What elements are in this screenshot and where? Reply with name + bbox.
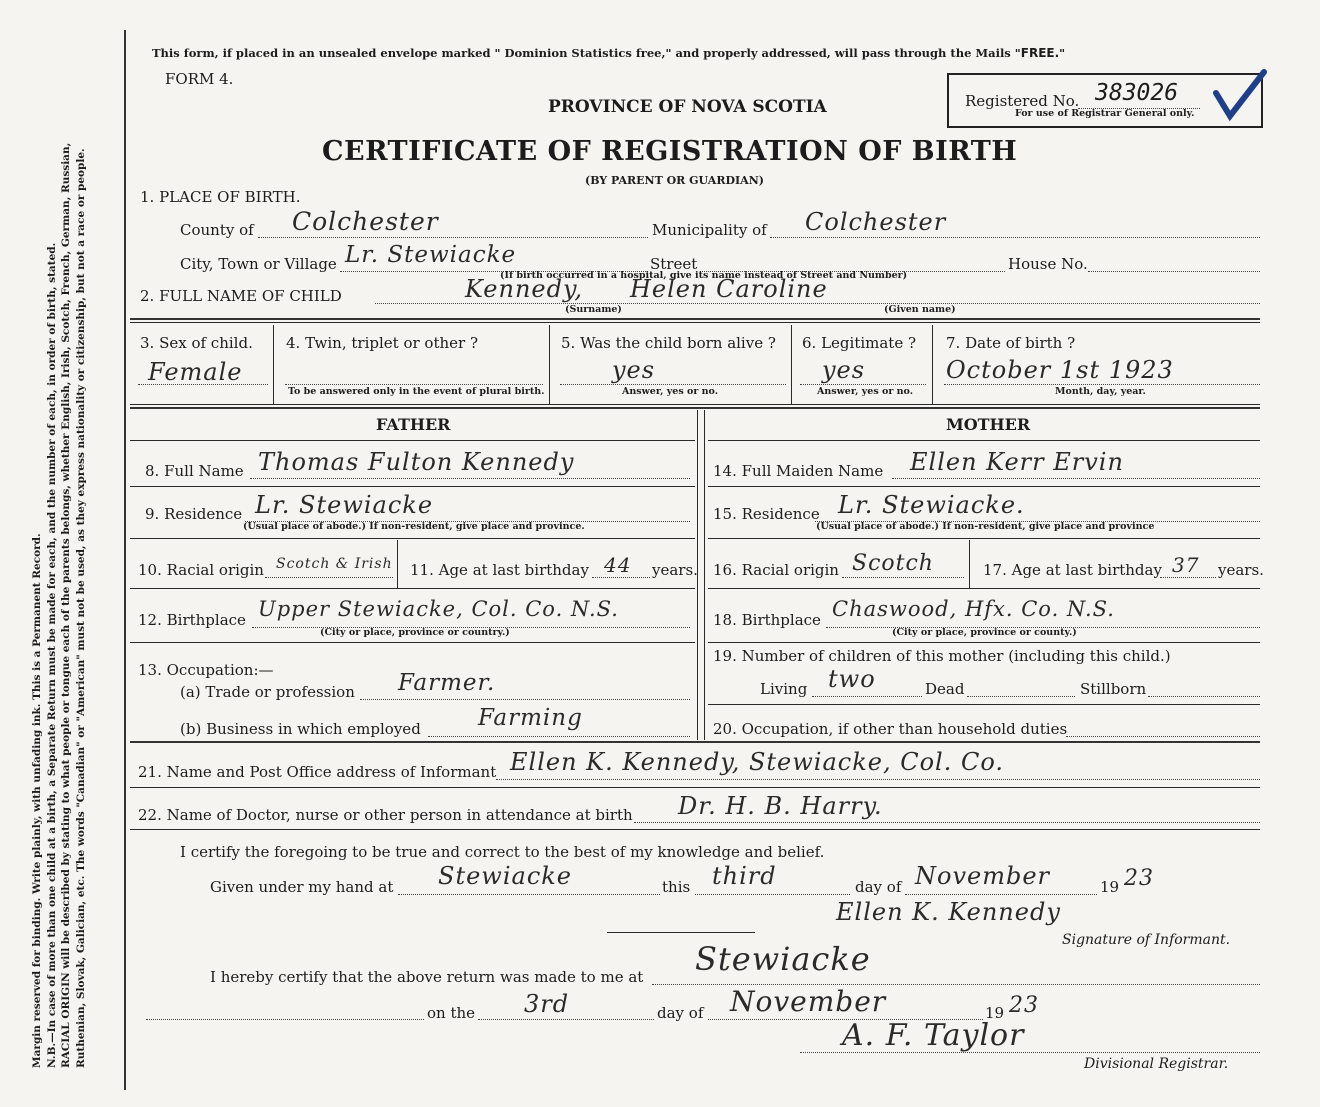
father-racial-label: 10. Racial origin (138, 561, 264, 579)
father-racial-value: Scotch & Irish (276, 556, 393, 572)
child-given-value: Helen Caroline (630, 275, 828, 303)
margin-line: N.B.—In case of more than one child at a birth, a Separate Return must be made for each, and the number of each, in order of birth, stated. (45, 242, 58, 1068)
child-name-label: 2. FULL NAME OF CHILD (140, 287, 342, 305)
father-age-unit: years. (652, 561, 698, 579)
hospital-note: (If birth occurred in a hospital, give its name instead of Street and Number) (500, 270, 908, 281)
month-value: November (915, 862, 1051, 890)
mother-heading: MOTHER (946, 415, 1031, 434)
certification-statement: I certify the foregoing to be true and correct to the best of my knowledge and belief. (180, 843, 825, 861)
legitimate-value: yes (822, 356, 866, 384)
form-number: FORM 4. (165, 70, 234, 88)
county-value: Colchester (292, 207, 439, 236)
sex-label: 3. Sex of child. (140, 334, 253, 352)
father-name-label: 8. Full Name (145, 462, 244, 480)
twin-label: 4. Twin, triplet or other ? (286, 334, 478, 352)
day-value: third (712, 862, 777, 890)
mother-racial-value: Scotch (852, 551, 934, 576)
margin-line: Margin reserved for binding. Write plainly, with unfading ink. This is a Permanent Record. (31, 533, 43, 1068)
registrar-year-value: 23 (1009, 993, 1039, 1018)
living-label: Living (760, 680, 808, 698)
mother-age-unit: years. (1218, 561, 1264, 579)
registrar-dayof-label: day of (657, 1004, 704, 1022)
registrar-note: For use of Registrar General only. (1015, 108, 1195, 119)
mother-residence-value: Lr. Stewiacke. (838, 491, 1025, 519)
living-value: two (828, 665, 876, 693)
dob-value: October 1st 1923 (946, 356, 1174, 384)
children-label: 19. Number of children of this mother (including this child.) (713, 647, 1171, 665)
surname-note: (Surname) (565, 304, 622, 315)
father-age-label: 11. Age at last birthday (410, 561, 589, 579)
father-residence-label: 9. Residence (145, 505, 243, 523)
municipality-label: Municipality of (652, 221, 767, 239)
city-label: City, Town or Village (180, 255, 337, 273)
informant-value: Ellen K. Kennedy, Stewiacke, Col. Co. (510, 748, 1004, 776)
margin-border (124, 30, 126, 1090)
registered-number-value: 383026 (1095, 80, 1179, 106)
registrar-place-value: Stewiacke (695, 940, 871, 978)
registered-label: Registered No. (965, 92, 1080, 110)
informant-label: 21. Name and Post Office address of Informant (138, 763, 497, 781)
free-text: FREE. (1020, 46, 1060, 60)
mother-occupation-label: 20. Occupation, if other than household duties (713, 720, 1068, 738)
checkmark-icon (1210, 68, 1270, 123)
sex-value: Female (148, 358, 243, 386)
mother-birthplace-label: 18. Birthplace (713, 611, 821, 629)
mother-age-label: 17. Age at last birthday (983, 561, 1162, 579)
twin-note: To be answered only in the event of plural birth. (288, 386, 545, 397)
city-value: Lr. Stewiacke (345, 242, 517, 268)
certificate-subtitle: (BY PARENT OR GUARDIAN) (585, 174, 764, 187)
on-label: on the (427, 1004, 476, 1022)
registrar-day-value: 3rd (524, 990, 570, 1018)
street-label: Street (650, 255, 698, 273)
doctor-value: Dr. H. B. Harry. (678, 792, 883, 820)
mother-birthplace-value: Chaswood, Hfx. Co. N.S. (832, 597, 1115, 621)
mother-racial-label: 16. Racial origin (713, 561, 839, 579)
dob-label: 7. Date of birth ? (946, 334, 1076, 352)
signature-label: Signature of Informant. (1062, 932, 1231, 948)
father-birthplace-note: (City or place, province or country.) (320, 627, 510, 638)
business-label: (b) Business in which employed (180, 720, 421, 738)
given-place-value: Stewiacke (438, 862, 573, 890)
dob-note: Month, day, year. (1055, 386, 1146, 397)
registrar-statement: I hereby certify that the above return was made to me at (210, 968, 644, 986)
margin-line: Ruthenian, Slovak, Galician, etc. The words "Canadian" or "American" must not be used, as they express nationality or citizenship, but not a race or people. (74, 148, 87, 1068)
alive-note: Answer, yes or no. (622, 386, 719, 397)
this-label: this (662, 878, 691, 896)
registrar-signature: A. F. Taylor (842, 1018, 1025, 1053)
certificate-title: CERTIFICATE OF REGISTRATION OF BIRTH (322, 136, 1018, 167)
legitimate-label: 6. Legitimate ? (802, 334, 917, 352)
municipality-value: Colchester (805, 208, 947, 236)
mother-birthplace-note: (City or place, province or county.) (892, 627, 1077, 638)
place-heading: 1. PLACE OF BIRTH. (140, 188, 301, 206)
dayof-label: day of (855, 878, 902, 896)
mother-residence-note: (Usual place of abode.) If non-resident, give place and province (816, 521, 1155, 532)
father-age-value: 44 (604, 553, 632, 577)
dead-label: Dead (925, 680, 965, 698)
trade-label: (a) Trade or profession (180, 683, 355, 701)
alive-label: 5. Was the child born alive ? (561, 334, 776, 352)
given-label: Given under my hand at (210, 878, 394, 896)
registrar-signature-label: Divisional Registrar. (1084, 1056, 1229, 1072)
mother-name-label: 14. Full Maiden Name (713, 462, 884, 480)
mother-residence-label: 15. Residence (713, 505, 820, 523)
margin-line: RACIAL ORIGIN will be described by stating to what people or tongue each of the parents belongs, whether English, Irish, Scotch, French, German, Russian, (60, 142, 72, 1068)
informant-signature: Ellen K. Kennedy (836, 898, 1061, 926)
father-name-value: Thomas Fulton Kennedy (258, 448, 575, 476)
house-label: House No. (1008, 255, 1088, 273)
legitimate-note: Answer, yes or no. (817, 386, 914, 397)
father-residence-value: Lr. Stewiacke (255, 491, 434, 519)
registrar-year-prefix: 19 (985, 1004, 1005, 1022)
year-value: 23 (1124, 866, 1154, 891)
child-surname-value: Kennedy, (465, 275, 583, 303)
margin-instructions (30, 28, 88, 1068)
alive-value: yes (612, 356, 656, 384)
father-birthplace-value: Upper Stewiacke, Col. Co. N.S. (258, 597, 619, 621)
year-prefix: 19 (1100, 878, 1120, 896)
province-title: PROVINCE OF NOVA SCOTIA (548, 97, 827, 117)
doctor-label: 22. Name of Doctor, nurse or other person in attendance at birth (138, 806, 633, 824)
mother-name-value: Ellen Kerr Ervin (910, 448, 1124, 476)
given-note: (Given name) (884, 304, 956, 315)
mother-age-value: 37 (1172, 553, 1200, 577)
father-occupation-label: 13. Occupation:— (138, 661, 274, 679)
father-heading: FATHER (376, 415, 451, 434)
trade-value: Farmer. (398, 670, 496, 696)
stillborn-label: Stillborn (1080, 680, 1147, 698)
father-residence-note: (Usual place of abode.) If non-resident, give place and province. (243, 521, 585, 532)
mail-notice: This form, if placed in an unsealed envelope marked " Dominion Statistics free," and properly addressed, will pass through the Mails "FREE." (152, 46, 1066, 60)
business-value: Farming (478, 705, 583, 731)
father-birthplace-label: 12. Birthplace (138, 611, 246, 629)
registrar-month-value: November (730, 985, 887, 1018)
county-label: County of (180, 221, 254, 239)
